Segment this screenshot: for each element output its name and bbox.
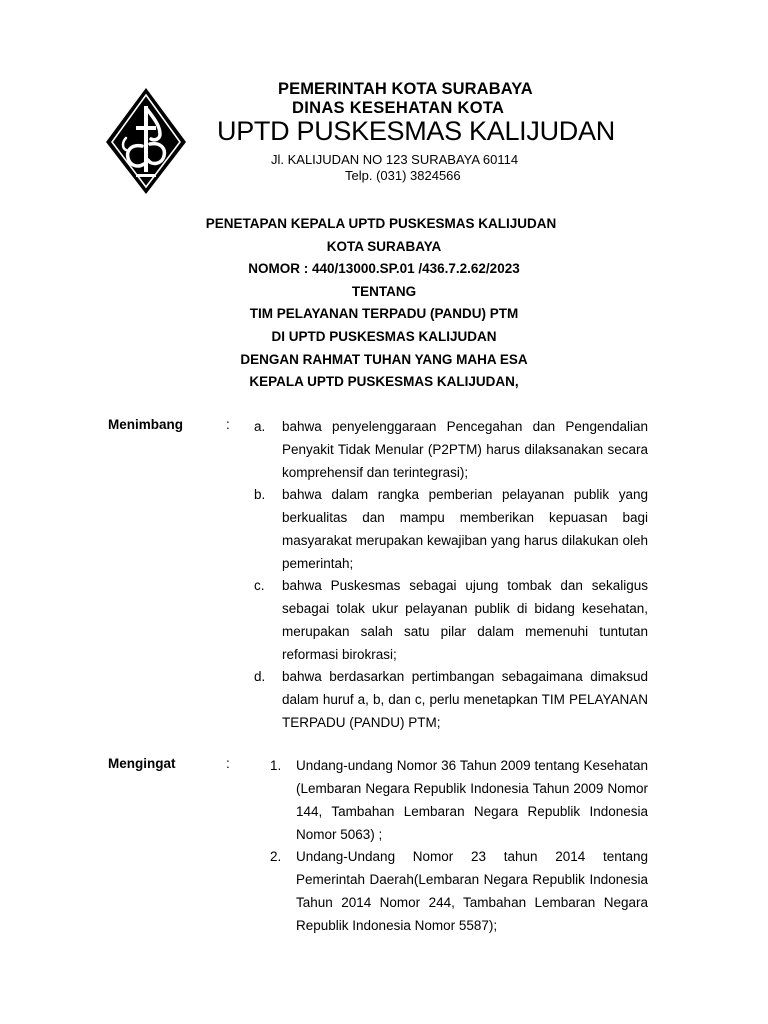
item-text: bahwa berdasarkan pertimbangan sebagaimana dimaksud dalam huruf a, b, dan c, perlu menetapkan TIM PELAYANAN TERPADU (PANDU) PTM; <box>282 669 648 730</box>
phone: Telp. (031) 3824566 <box>345 168 461 183</box>
item-marker: 2. <box>270 849 282 864</box>
item-marker: 1. <box>270 758 282 773</box>
mengingat-label: Mengingat <box>108 756 176 771</box>
title-line: TENTANG <box>351 283 417 299</box>
department-name: DINAS KESEHATAN KOTA <box>292 99 505 117</box>
item-text: Undang-Undang Nomor 23 tahun 2014 tentang Pemerintah Daerah(Lembaran Negara Republik Indonesia Tahun 2014 Nomor 244, Tambahan Lembaran Negara Republik Indonesia Nomor 5587); <box>296 849 648 933</box>
mengingat-item <box>268 846 648 938</box>
title-line: DI UPTD PUSKESMAS KALIJUDAN <box>271 328 497 344</box>
item-text: Undang-undang Nomor 36 Tahun 2009 tentang Kesehatan (Lembaran Negara Republik Indonesia Tahun 2009 Nomor 144, Tambahan Lembaran Negara Republik Indonesia Nomor 5063) ; <box>296 758 648 842</box>
item-text: bahwa dalam rangka pemberian pelayanan publik yang berkualitas dan mampu memberikan kepuasan bagi masyarakat merupakan kewajiban yang harus dilakukan oleh pemerintah; <box>282 487 648 571</box>
government-name: PEMERINTAH KOTA SURABAYA <box>278 80 533 98</box>
title-line: KEPALA UPTD PUSKESMAS KALIJUDAN, <box>249 374 519 390</box>
address: Jl. KALIJUDAN NO 123 SURABAYA 60114 <box>271 152 519 167</box>
institution-name: UPTD PUSKESMAS KALIJUDAN <box>217 116 615 146</box>
menimbang-item <box>254 416 648 485</box>
title-line: DENGAN RAHMAT TUHAN YANG MAHA ESA <box>240 351 528 367</box>
menimbang-label: Menimbang <box>108 417 184 432</box>
mengingat-colon: : <box>226 756 230 771</box>
item-text: bahwa Puskesmas sebagai ujung tombak dan sekaligus sebagai tolak ukur pelayanan publik di bidang kesehatan, merupakan salah satu pilar dalam memenuhi tuntutan reformasi birokrasi; <box>282 578 648 662</box>
title-line: TIM PELAYANAN TERPADU (PANDU) PTM <box>249 306 519 322</box>
title-line: KOTA SURABAYA <box>326 238 442 254</box>
menimbang-item <box>254 666 648 735</box>
decree-number: NOMOR : 440/13000.SP.01 /436.7.2.62/2023 <box>248 261 520 277</box>
item-marker: a. <box>254 419 266 434</box>
mengingat-item <box>268 755 648 847</box>
menimbang-colon: : <box>226 417 230 432</box>
title-line: PENETAPAN KEPALA UPTD PUSKESMAS KALIJUDAN <box>205 216 557 231</box>
item-text: bahwa penyelenggaraan Pencegahan dan Pengendalian Penyakit Tidak Menular (P2PTM) harus dilaksanakan secara komprehensif dan terintegrasi); <box>282 419 648 480</box>
surabaya-city-emblem-icon <box>104 86 188 196</box>
menimbang-item <box>254 484 648 576</box>
menimbang-item <box>254 575 648 667</box>
decree-title-block <box>0 213 768 394</box>
item-marker: b. <box>254 487 266 502</box>
item-marker: d. <box>254 669 266 684</box>
letterhead <box>0 0 768 200</box>
item-marker: c. <box>254 578 265 593</box>
